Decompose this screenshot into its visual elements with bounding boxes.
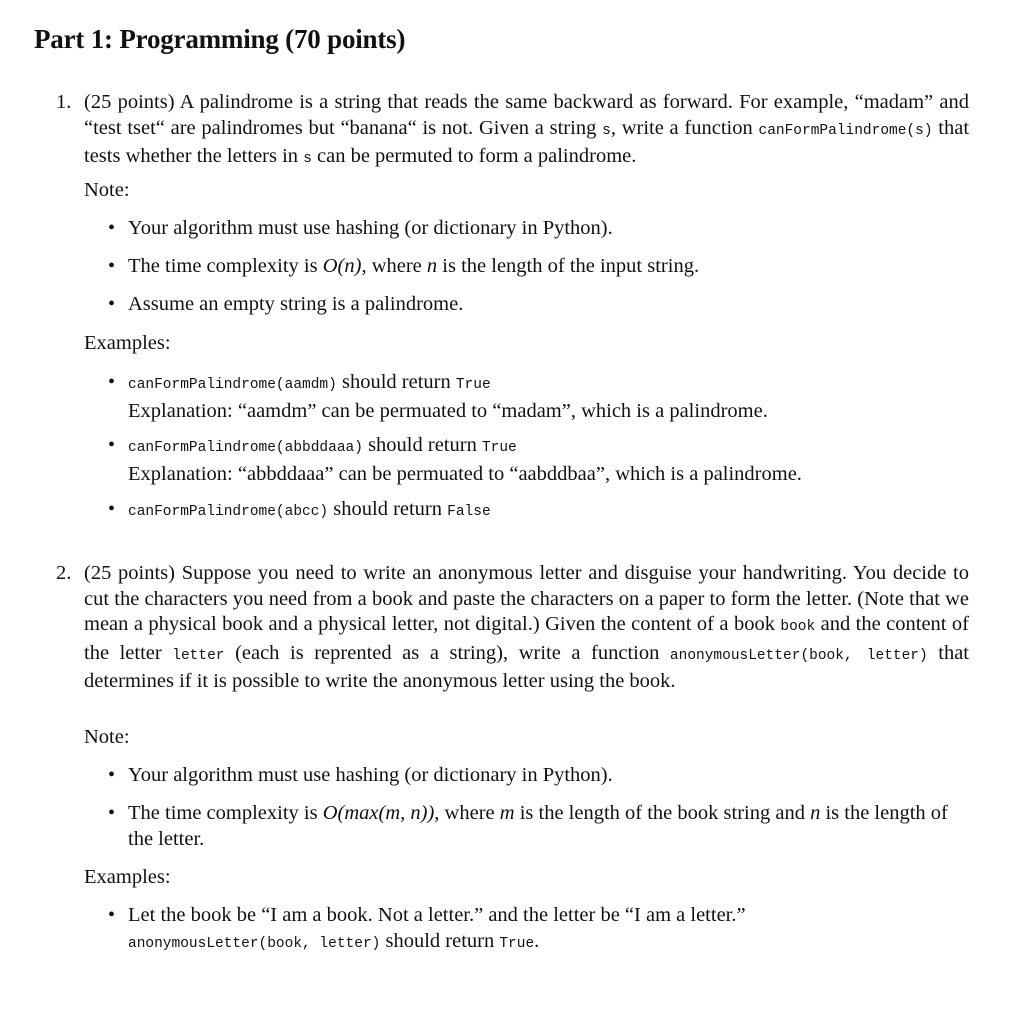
bullet-icon: • xyxy=(108,293,116,315)
function-signature: canFormPalindrome(s) xyxy=(758,122,933,139)
example-result: True xyxy=(499,935,535,952)
list-item: • Your algorithm must use hashing (or dictionary in Python). xyxy=(128,216,969,242)
complexity-math: O(max(m, n)) xyxy=(322,802,435,824)
examples-label: Examples: xyxy=(84,866,171,888)
bullet-icon: • xyxy=(108,904,116,926)
points-label: (25 points) xyxy=(84,562,175,584)
statement-text: that tests whether the letters in xyxy=(84,116,970,167)
problem-statement xyxy=(84,90,969,173)
example-result: True xyxy=(455,377,491,393)
statement-text: can be permuted to form a palindrome. xyxy=(317,145,637,167)
statement-text: and the content of the letter xyxy=(84,613,970,664)
bullet-icon: • xyxy=(108,498,116,520)
list-item: • The time complexity is O(max(m, n)), where m is the length of the book string and n is the length of the letter. xyxy=(108,802,948,850)
problem-2 xyxy=(56,561,970,952)
example-call: anonymousLetter(book, letter) xyxy=(128,935,381,952)
statement-text: that determines if it is possible to write the anonymous letter using the book. xyxy=(84,641,970,692)
bullet-icon: • xyxy=(108,434,116,456)
statement-text: , write a function xyxy=(610,116,753,139)
statement-text: Suppose you need to write an anonymous letter and disguise your handwriting. You decide to cut the characters you need from a book and paste the characters on a paper to form the letter. (Note that we mean a physical book and a physical letter, not digital.) Given the content of a book xyxy=(84,562,969,635)
statement-text: A palindrome is a string that reads the same backward as forward. For example, “madam” and “test tset“ are palindromes but “banana“ is not. Given a string xyxy=(84,91,969,139)
bullet-icon: • xyxy=(108,802,116,824)
variable-book: book xyxy=(780,619,816,635)
problem-statement xyxy=(84,561,969,695)
function-signature: anonymousLetter(book, letter) xyxy=(669,647,928,664)
example-result: True xyxy=(481,440,517,456)
example-call: canFormPalindrome(abbddaaa) xyxy=(128,440,363,456)
problem-number: 2. xyxy=(56,562,72,584)
problem-number: 1. xyxy=(56,91,72,113)
problem-1 xyxy=(56,90,970,520)
list-item: • canFormPalindrome(abcc) should return False xyxy=(128,497,969,526)
bullet-icon: • xyxy=(108,255,116,277)
variable-letter: letter xyxy=(172,647,225,664)
example-call: canFormPalindrome(abcc) xyxy=(128,504,329,520)
example-text: Let the book be “I am a book. Not a letter.” and the letter be “I am a letter.” xyxy=(128,904,746,926)
example-call: canFormPalindrome(aamdm) xyxy=(128,377,337,393)
points-label: (25 points) xyxy=(84,91,175,113)
list-item: • canFormPalindrome(abbddaaa) should return True Explanation: “abbddaaa” can be permuated to “aabddbaa”, which is a palindrome. xyxy=(128,433,969,487)
variable-s: s xyxy=(303,151,312,167)
variable-s: s xyxy=(602,122,611,139)
list-item: • Let the book be “I am a book. Not a letter.” and the letter be “I am a letter.” anonymousLetter(book, letter) should return True. xyxy=(108,904,746,952)
example-explanation: Explanation: “abbddaaa” can be permuated to “aabddbaa”, which is a palindrome. xyxy=(128,462,802,485)
note-label: Note: xyxy=(84,726,130,748)
list-item: • canFormPalindrome(aamdm) should return True Explanation: “aamdm” can be permuated to “madam”, which is a palindrome. xyxy=(128,370,969,424)
complexity-math: O(n) xyxy=(322,255,362,277)
statement-text: (each is reprented as a string), write a function xyxy=(235,641,660,664)
example-explanation: Explanation: “aamdm” can be permuated to “madam”, which is a palindrome. xyxy=(128,399,768,422)
list-item: • Your algorithm must use hashing (or dictionary in Python). xyxy=(128,763,969,789)
examples-label: Examples: xyxy=(84,332,171,354)
note-label: Note: xyxy=(84,179,130,201)
list-item: • The time complexity is O(n), where n is the length of the input string. xyxy=(128,254,969,280)
bullet-icon: • xyxy=(108,217,116,239)
list-item: • Assume an empty string is a palindrome. xyxy=(128,292,969,318)
bullet-icon: • xyxy=(108,764,116,786)
example-result: False xyxy=(447,504,491,520)
bullet-icon: • xyxy=(108,371,116,393)
part-title: Part 1: Programming (70 points) xyxy=(34,24,406,54)
